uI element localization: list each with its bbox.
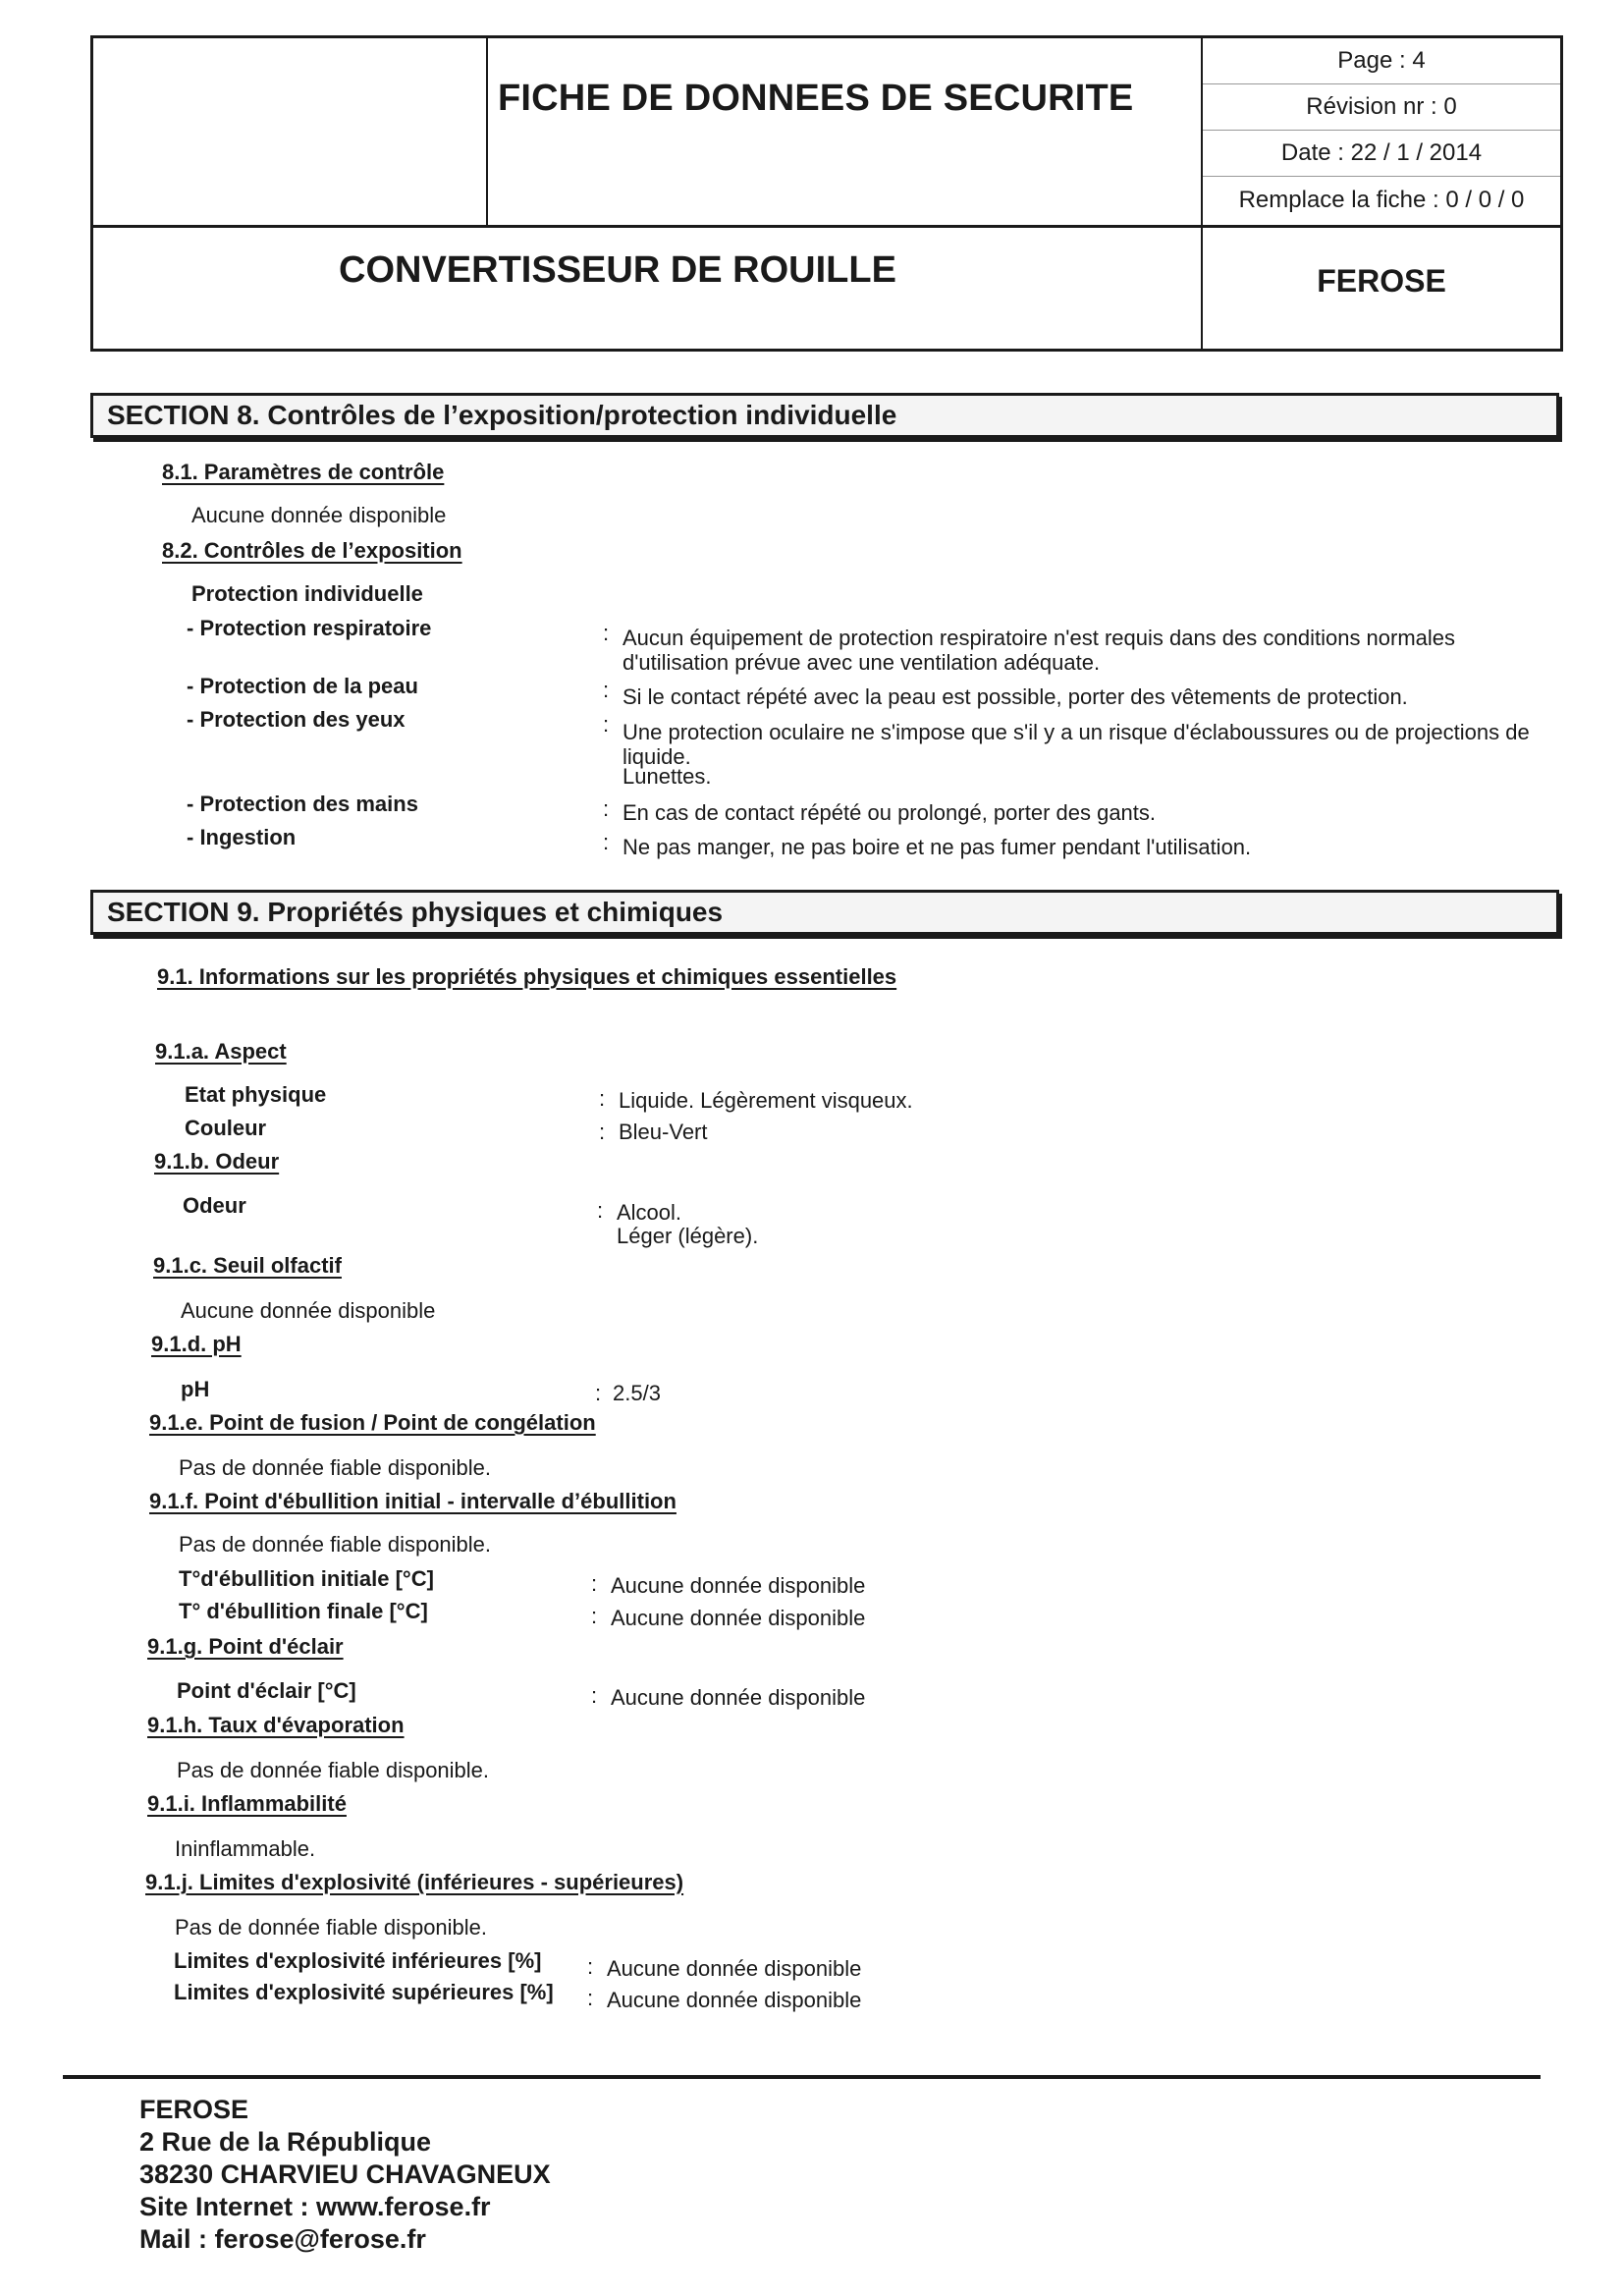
ph-value: 2.5/3 xyxy=(613,1381,661,1405)
subsection-8-2-heading: 8.2. Contrôles de l’exposition xyxy=(162,538,462,563)
ingestion-label: - Ingestion xyxy=(187,825,297,849)
colon: : xyxy=(591,1604,598,1628)
colon: : xyxy=(597,1198,604,1223)
skin-protection-label: - Protection de la peau xyxy=(187,674,418,698)
odor-value: Alcool. xyxy=(617,1200,682,1225)
footer xyxy=(139,2094,551,2256)
physical-state-label: Etat physique xyxy=(185,1082,327,1107)
subsection-9-1-i-heading: 9.1.i. Inflammabilité xyxy=(147,1791,347,1816)
logo-cell xyxy=(93,38,488,225)
document-header xyxy=(90,35,1563,352)
eye-protection-value-2: Lunettes. xyxy=(623,764,712,789)
upper-explosive-limit-label: Limites d'explosivité supérieures [%] xyxy=(174,1980,554,2004)
page-number: Page : 4 xyxy=(1203,38,1560,84)
product-cell xyxy=(93,228,1203,349)
ingestion-value: Ne pas manger, ne pas boire et ne pas fumer pendant l'utilisation. xyxy=(623,835,1252,859)
subsection-8-1-text: Aucune donnée disponible xyxy=(191,503,447,527)
subsection-9-1-h-heading: 9.1.h. Taux d'évaporation xyxy=(147,1713,405,1737)
colon: : xyxy=(603,678,610,702)
colon: : xyxy=(599,1086,606,1111)
eye-protection-label: - Protection des yeux xyxy=(187,707,406,732)
final-boiling-point-value: Aucune donnée disponible xyxy=(611,1606,866,1630)
personal-protection-heading: Protection individuelle xyxy=(191,581,423,606)
subsection-9-1-j-heading: 9.1.j. Limites d'explosivité (inférieures - supérieures) xyxy=(145,1870,684,1894)
replaces-sheet: Remplace la fiche : 0 / 0 / 0 xyxy=(1238,186,1525,213)
footer-divider xyxy=(63,2075,1541,2079)
subsection-8-1-heading: 8.1. Paramètres de contrôle xyxy=(162,460,445,484)
subsection-9-1-b-heading: 9.1.b. Odeur xyxy=(154,1149,280,1174)
subsection-9-1-e-heading: 9.1.e. Point de fusion / Point de congélation xyxy=(149,1410,596,1435)
color-value: Bleu-Vert xyxy=(619,1120,708,1144)
product-name: CONVERTISSEUR DE ROUILLE xyxy=(339,249,896,291)
colon: : xyxy=(603,621,610,645)
hand-protection-label: - Protection des mains xyxy=(187,792,418,816)
colon: : xyxy=(587,1986,594,2010)
brand-name: FEROSE xyxy=(1317,263,1446,299)
colon: : xyxy=(587,1954,594,1979)
colon: : xyxy=(595,1381,602,1405)
section-9-title: SECTION 9. Propriétés physiques et chimiques xyxy=(107,897,724,927)
hand-protection-value: En cas de contact répété ou prolongé, porter des gants. xyxy=(623,800,1157,825)
colon: : xyxy=(591,1571,598,1596)
colon: : xyxy=(599,1120,606,1144)
initial-boiling-point-label: T°d'ébullition initiale [°C] xyxy=(179,1566,434,1591)
revision-number: Révision nr : 0 xyxy=(1203,84,1560,131)
colon: : xyxy=(603,796,610,821)
upper-explosive-limit-value: Aucune donnée disponible xyxy=(607,1988,862,2012)
footer-website: Site Internet : www.ferose.fr xyxy=(139,2192,491,2221)
footer-address: 2 Rue de la République xyxy=(139,2127,432,2157)
section-8-header xyxy=(90,393,1559,438)
skin-protection-value: Si le contact répété avec la peau est possible, porter des vêtements de protection. xyxy=(623,684,1408,709)
document-title: FICHE DE DONNEES DE SECURITE xyxy=(498,78,1134,119)
flammability-text: Ininflammable. xyxy=(175,1836,316,1861)
subsection-9-1-heading: 9.1. Informations sur les propriétés physiques et chimiques essentielles xyxy=(157,964,897,989)
boiling-point-text: Pas de donnée fiable disponible. xyxy=(179,1532,492,1557)
footer-mail: Mail : ferose@ferose.fr xyxy=(139,2224,426,2254)
color-label: Couleur xyxy=(185,1116,267,1140)
subsection-9-1-f-heading: 9.1.f. Point d'ébullition initial - intervalle d’ébullition xyxy=(149,1489,677,1513)
meta-cell xyxy=(1203,38,1560,225)
subsection-9-1-g-heading: 9.1.g. Point d'éclair xyxy=(147,1634,344,1659)
melting-point-text: Pas de donnée fiable disponible. xyxy=(179,1455,492,1480)
subsection-9-1-c-heading: 9.1.c. Seuil olfactif xyxy=(153,1253,342,1278)
colon: : xyxy=(603,712,610,737)
explosive-limits-text: Pas de donnée fiable disponible. xyxy=(175,1915,488,1940)
odor-value-2: Léger (légère). xyxy=(617,1224,759,1248)
odor-label: Odeur xyxy=(183,1193,246,1218)
title-cell xyxy=(488,38,1203,225)
respiratory-protection-value: Aucun équipement de protection respiratoire n'est requis dans des conditions normales d'utilisation prévue avec une ventilation adéquate. xyxy=(623,626,1456,675)
lower-explosive-limit-label: Limites d'explosivité inférieures [%] xyxy=(174,1948,542,1973)
colon: : xyxy=(591,1683,598,1708)
flash-point-value: Aucune donnée disponible xyxy=(611,1685,866,1710)
respiratory-protection-label: - Protection respiratoire xyxy=(187,616,432,640)
odor-threshold-text: Aucune donnée disponible xyxy=(181,1298,436,1323)
initial-boiling-point-value: Aucune donnée disponible xyxy=(611,1573,866,1598)
ph-label: pH xyxy=(181,1377,210,1401)
subsection-9-1-a-heading: 9.1.a. Aspect xyxy=(155,1039,287,1064)
lower-explosive-limit-value: Aucune donnée disponible xyxy=(607,1956,862,1981)
section-8-title: SECTION 8. Contrôles de l’exposition/protection individuelle xyxy=(107,400,897,430)
physical-state-value: Liquide. Légèrement visqueux. xyxy=(619,1088,913,1113)
brand-cell xyxy=(1203,228,1560,349)
footer-company: FEROSE xyxy=(139,2095,249,2124)
evaporation-rate-text: Pas de donnée fiable disponible. xyxy=(177,1758,490,1782)
flash-point-label: Point d'éclair [°C] xyxy=(177,1678,356,1703)
eye-protection-value: Une protection oculaire ne s'impose que s'il y a un risque d'éclaboussures ou de projections de liquide. xyxy=(623,720,1530,769)
subsection-9-1-d-heading: 9.1.d. pH xyxy=(151,1332,242,1356)
document-date: Date : 22 / 1 / 2014 xyxy=(1203,131,1560,177)
footer-city: 38230 CHARVIEU CHAVAGNEUX xyxy=(139,2159,551,2189)
section-9-header xyxy=(90,890,1559,935)
final-boiling-point-label: T° d'ébullition finale [°C] xyxy=(179,1599,428,1623)
colon: : xyxy=(603,830,610,854)
